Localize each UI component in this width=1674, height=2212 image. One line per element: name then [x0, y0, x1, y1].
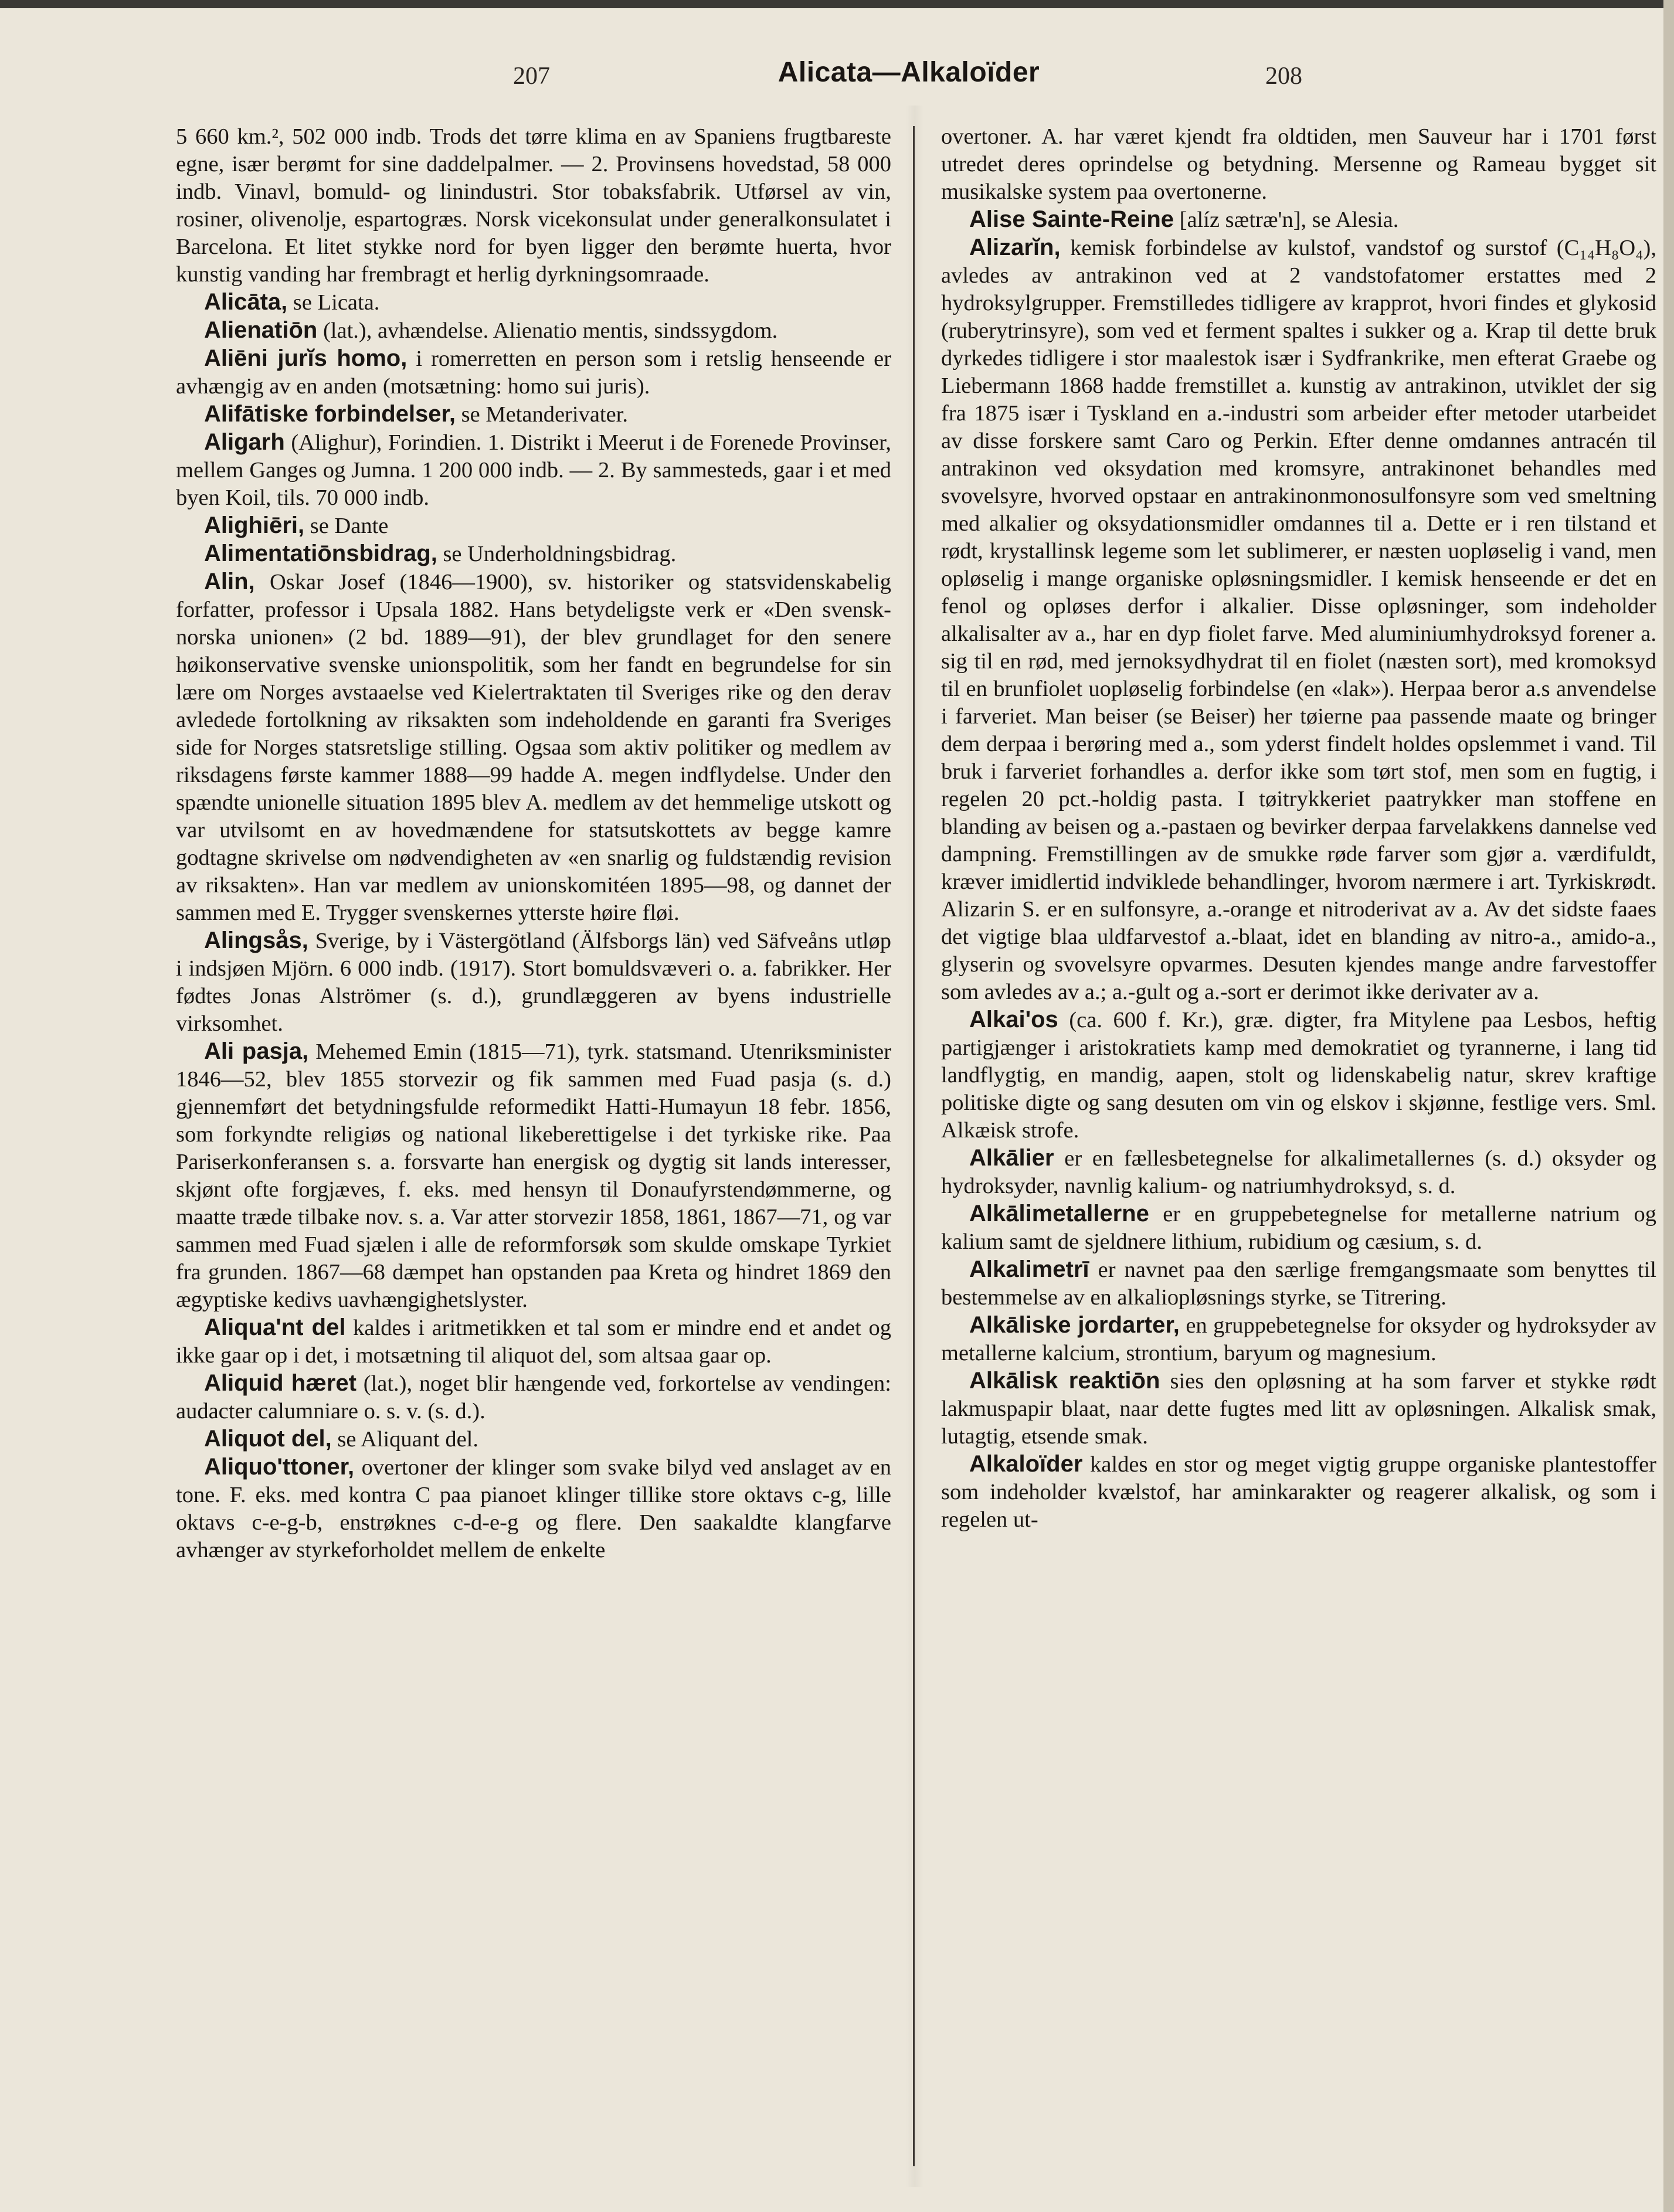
entry-headword: Alise Sainte-Reine	[969, 206, 1174, 232]
dictionary-entry	[176, 1314, 891, 1370]
dictionary-entry	[941, 234, 1656, 1006]
dictionary-entry	[176, 927, 891, 1038]
dictionary-entry	[941, 1200, 1656, 1256]
dictionary-entry	[176, 317, 891, 345]
dictionary-entry	[176, 1370, 891, 1425]
entry-headword: Aliquid hæret	[204, 1370, 356, 1396]
dictionary-entry	[176, 568, 891, 927]
dictionary-entry	[941, 1450, 1656, 1534]
entry-text: kemisk forbindelse av kulstof, vandstof og surstof (C₁₄H₈O₄), avledes av antrakinon ved at 2 vandstofatomer erstattes med 2 hydroksylgrupper. Fremstilledes tidligere av krapprot, hvori findes et glykosid (ruberytrinsyre), som ved et ferment spaltes i sukker og a. Krap til dette bruk dyrkedes tidligere i stor maalestok især i Sydfrankrike, men efterat Graebe og Liebermann 1868 hadde fremstillet a. kunstig av antrakinon, utviklet der sig fra 1875 især i Tyskland en a.-industri som arbeider efter metoder utarbeidet av disse forskere samt Caro og Perkin. Efter denne omdannes antracén til antrakinon ved oksydation med kromsyre, antrakinonet behandles med svovelsyre, hvorved opstaar en antrakinonmonosulfonsyre som ved smeltning med alkalier og oksydationsmidler omdannes til a. Dette er i ren tilstand et rødt, krystallinsk legeme som let sublimerer, er næsten uopløselig i vand, men opløselig i mange organiske opløsningsmidler. I kemisk henseende er det en fenol og opløses derfor i alkalier. Disse opløsninger, som indeholder alkalisalter av a., har en dyp fiolet farve. Med aluminiumhydroksyd forener a. sig til en rød, med jernoksydhydrat til en fiolet (næsten sort), med kromoksyd til en brunfiolet uopløselig forbindelse (en «lak»). Herpaa beror a.s anvendelse i farveriet. Man beiser (se Beiser) her tøierne paa passende maate og bringer dem derpaa i berøring med a., som yderst findelt holdes opslemmet i vand. Til bruk i farveriet forhandles a. derfor ikke som tørt stof, men som en fugtig, i regelen 20 pct.-holdig pasta. I tøitrykkeriet paatrykker man stoffene en blanding av beisen og a.-pastaen og bevirker derpaa farvelakkens dannelse ved dampning. Fremstillingen av de smukke røde farver som gjør a. værdifuldt, kræver imidlertid indviklede behandlinger, hvorom nærmere i art. Tyrkiskrødt. Alizarin S. er en sulfonsyre, a.-orange et nitroderivat av a. Av det sidste faaes det vigtige blaa uldfarvestof a.-blaat, idet en blanding av nitro-a., amido-a., glyserin og svovelsyre opvarmes. Desuten kjendes mange andre farvestoffer som avledes av a.; a.-gult og a.-sort er derimot ikke derivater av a.	[941, 236, 1656, 1004]
dictionary-entry	[941, 1367, 1656, 1450]
dictionary-entry	[176, 345, 891, 400]
entry-headword: Alkāliske jordarter,	[969, 1312, 1180, 1338]
page-number-left: 207	[513, 63, 550, 90]
dictionary-entry	[176, 1425, 891, 1453]
entry-text: se Metanderivater.	[461, 402, 629, 427]
entry-text: se Dante	[310, 514, 389, 538]
entry-text: overtoner. A. har været kjendt fra oldtiden, men Sauveur har i 1701 først utredet deres oprindelse og betydning. Mersenne og Rameau bygget sit musikalske system paa overtonerne.	[941, 124, 1656, 204]
page-gutter-shadow	[906, 106, 923, 2187]
dictionary-entry	[941, 1311, 1656, 1367]
entry-headword: Alicāta,	[204, 289, 288, 315]
dictionary-entry	[176, 1038, 891, 1314]
entry-text: se Aliquant del.	[337, 1427, 478, 1452]
entry-text: overtoner der klinger som svake bilyd ved anslaget av en tone. F. eks. med kontra C paa pianoet klinger tillike store oktavs c-g, lille oktavs c-e-g-b, enstrøknes c-d-e-g og flere. Den saakaldte klangfarve avhænger av styrkeforholdet mellem de enkelte	[176, 1455, 891, 1562]
entry-headword: Alienatiōn	[204, 317, 318, 343]
entry-text: kaldes en stor og meget vigtig gruppe organiske plantestoffer som indeholder kvælstof, har aminkarakter og reagerer alkalisk, og som i regelen ut-	[941, 1452, 1656, 1532]
dictionary-entry	[941, 1144, 1656, 1200]
entry-text: sies den opløsning at ha som farver et stykke rødt lakmuspapir blaat, naar dette fugtes med litt av opløsningen. Alkalisk smak, lutagtig, etsende smak.	[941, 1369, 1656, 1449]
dictionary-entry	[176, 400, 891, 429]
entry-headword: Alkaloïder	[969, 1451, 1083, 1477]
entry-headword: Alighiēri,	[204, 512, 305, 538]
entry-text: se Underholdningsbidrag.	[443, 542, 677, 566]
entry-text: (lat.), avhændelse. Alienatio mentis, sindssygdom.	[322, 318, 778, 343]
right-column	[941, 123, 1656, 2163]
entry-headword: Alkālisk reaktiōn	[969, 1368, 1160, 1394]
entry-headword: Alkai'os	[969, 1007, 1058, 1032]
entry-text: i romerretten en person som i retslig henseende er avhængig av en anden (motsætning: homo sui juris).	[176, 346, 891, 399]
entry-headword: Aligarh	[204, 429, 285, 455]
entry-text: Mehemed Emin (1815—71), tyrk. statsmand. Utenriksminister 1846—52, blev 1855 storvezir og fik sammen med Fuad pasja (s. d.) gjennemført det betydningsfulde reformedikt Hatti-Humayun 18 febr. 1856, som forkyndte religiøs og national likeberettigelse i det tyrkiske rike. Paa Pariserkonferansen s. a. forsvarte han energisk og dygtig sit lands interesser, skjønt ofte forgjæves, f. eks. med hensyn til Donaufyrstendømmerne, og maatte træde tilbake nov. s. a. Var atter storvezir 1858, 1861, 1867—71, og var sammen med Fuad sjælen i alle de reformforsøk som skulde omskape Tyrkiet fra grunden. 1867—68 dæmpet han opstanden paa Kreta og hindret 1869 den ægyptiske kedivs uavhængighetslyster.	[176, 1039, 891, 1312]
dictionary-entry	[176, 288, 891, 317]
entry-text: er navnet paa den særlige fremgangsmaate som benyttes til bestemmelse av en alkaliopløsnings styrke, se Titrering.	[941, 1258, 1656, 1310]
entry-headword: Alin,	[204, 569, 255, 594]
entry-headword: Alifātiske forbindelser,	[204, 401, 456, 427]
page-header	[0, 56, 1674, 103]
running-head: Alicata—Alkaloïder	[777, 57, 1040, 88]
entry-headword: Alkalimetrī	[969, 1256, 1089, 1282]
entry-text: er en fællesbetegnelse for alkalimetallernes (s. d.) oksyder og hydroksyder, navnlig kalium- og natriumhydroksyd, s. d.	[941, 1146, 1656, 1198]
column-divider	[913, 126, 915, 2166]
entry-headword: Aliēni jurĭs homo,	[204, 345, 408, 371]
entry-text: Sverige, by i Västergötland (Älfsborgs län) ved Säfveåns utløp i indsjøen Mjörn. 6 000 indb. (1917). Stort bomuldsvæveri o. a. fabrikker. Her fødtes Jonas Alströmer (s. d.), grundlæggeren av byens industrielle virksomhet.	[176, 929, 891, 1036]
entry-text: (lat.), noget blir hængende ved, forkortelse av vendingen: audacter calumniare o. s. v. (s. d.).	[176, 1371, 891, 1423]
entry-headword: Aliquot del,	[204, 1426, 332, 1452]
dictionary-entry	[941, 1256, 1656, 1311]
entry-headword: Alimentatiōnsbidrag,	[204, 541, 437, 566]
entry-text: (Alighur), Forindien. 1. Distrikt i Meerut i de Forenede Provinser, mellem Ganges og Jumna. 1 200 000 indb. — 2. By sammesteds, gaar i et med byen Koil, tils. 70 000 indb.	[176, 430, 891, 510]
entry-headword: Aliqua'nt del	[204, 1314, 346, 1340]
entry-text: [alíz sætræ'n], se Alesia.	[1179, 208, 1399, 232]
entry-text: Oskar Josef (1846—1900), sv. historiker og statsvidenskabelig forfatter, professor i Upsala 1882. Hans betydeligste verk er «Den svensk-norska unionen» (2 bd. 1889—91), der blev grundlaget for den senere høikonservative svenske unionspolitik, som her fandt en begrundelse for sin lære om Norges avstaaelse ved Kielertraktaten til Sveriges rike og den derav avledede fortolkning av riksakten som indeholdende en garanti fra Sveriges side for Norges statsretslige stilling. Ogsaa som aktiv politiker og medlem av riksdagens første kammer 1888—99 hadde A. megen indflydelse. Under den spændte unionelle situation 1895 blev A. medlem av det hemmelige utskott og var utvilsomt en av hovedmændene for statsutskottets av begge kamre godtagne skrivelse om nødvendigheten av «en snarlig og fuldstændig revision av riksakten». Han var medlem av unionskomitéen 1895—98, og dannet der sammen med E. Trygger svenskernes ytterste høire fløi.	[176, 570, 891, 925]
scan-right-edge	[1663, 0, 1674, 2212]
dictionary-entry	[176, 429, 891, 512]
entry-text: (ca. 600 f. Kr.), græ. digter, fra Mitylene paa Lesbos, heftig partigjænger i aristokratiets kamp med demokratiet og tyrannerne, i lang tid landflygtig, en mandig, aapen, stolt og lidenskabelig natur, skrev kraftige politiske digte og sang desuten om vin og elskov i skjønne, festlige vers. Sml. Alkæisk strofe.	[941, 1008, 1656, 1143]
entry-headword: Alizarĭn,	[969, 235, 1061, 260]
dictionary-entry	[176, 123, 891, 288]
dictionary-entry	[176, 540, 891, 568]
entry-headword: Alkālimetallerne	[969, 1201, 1149, 1226]
page-number-right: 208	[1265, 63, 1302, 90]
entry-text: 5 660 km.², 502 000 indb. Trods det tørre klima en av Spaniens frugtbareste egne, især berømt for sine daddelpalmer. — 2. Provinsens hovedstad, 58 000 indb. Vinavl, bomuld- og linindustri. Stor tobaksfabrik. Utførsel av vin, rosiner, olivenolje, espartogræs. Norsk vicekonsulat under generalkonsulatet i Barcelona. Et litet stykke nord for byen ligger den berømte huerta, hvor kunstig vanding har frembragt et herlig dyrkningsomraade.	[176, 124, 891, 287]
dictionary-entry	[941, 206, 1656, 234]
entry-text: kaldes i aritmetikken et tal som er mindre end et andet og ikke gaar op i det, i motsætning til aliquot del, som altsaa gaar op.	[176, 1316, 891, 1368]
entry-headword: Alkālier	[969, 1145, 1054, 1171]
dictionary-entry	[941, 1006, 1656, 1144]
dictionary-entry	[176, 512, 891, 540]
dictionary-entry	[941, 123, 1656, 206]
dictionary-entry	[176, 1453, 891, 1564]
entry-text: se Licata.	[293, 290, 380, 315]
entry-text: en gruppebetegnelse for oksyder og hydroksyder av metallerne kalcium, strontium, baryum og magnesium.	[941, 1313, 1656, 1365]
left-column	[176, 123, 891, 2163]
entry-headword: Alingsås,	[204, 927, 308, 953]
entry-headword: Ali pasja,	[204, 1038, 309, 1064]
entry-headword: Aliquo'ttoner,	[204, 1454, 355, 1480]
entry-text: er en gruppebetegnelse for metallerne natrium og kalium samt de sjeldnere lithium, rubidium og cæsium, s. d.	[941, 1202, 1656, 1254]
scan-top-border	[0, 0, 1674, 8]
